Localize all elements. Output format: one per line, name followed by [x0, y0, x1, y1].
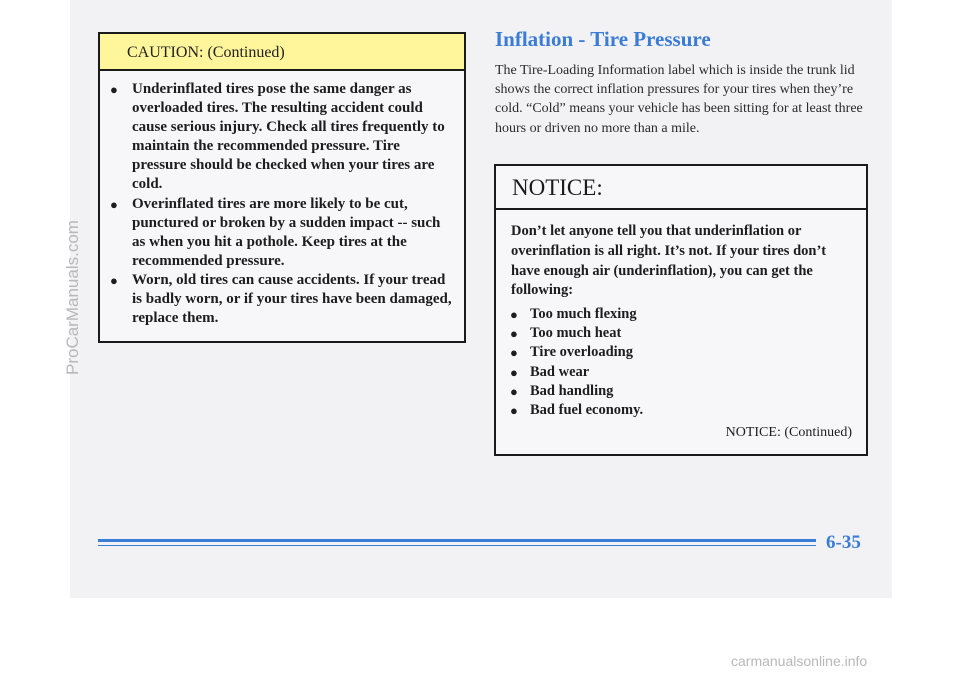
notice-item: [496, 343, 866, 362]
bullet-icon: ●: [510, 403, 518, 419]
notice-item-text: Bad handling: [530, 382, 614, 399]
notice-item-text: Tire overloading: [530, 344, 633, 361]
notice-item: [496, 401, 866, 420]
notice-intro: Don’t let anyone tell you that underinflation or overinflation is all right. It’s not. If your tires don’t have enough air (underinflation), you can get the following:: [511, 223, 827, 299]
notice-item: [496, 305, 866, 324]
bullet-icon: ●: [510, 345, 518, 361]
notice-item: [496, 363, 866, 382]
bullet-icon: ●: [510, 364, 518, 380]
bottom-watermark[interactable]: carmanualsonline.info: [731, 653, 868, 669]
caution-item-text: Worn, old tires can cause accidents. If your tread is badly worn, or if your tires have been damaged, replace them.: [132, 271, 452, 327]
notice-item-text: Too much heat: [530, 325, 622, 342]
notice-item: [496, 382, 866, 401]
bullet-icon: ●: [110, 272, 118, 288]
caution-item-text: Overinflated tires are more likely to be cut, punctured or broken by a sudden impact -- such as when you hit a pothole. Keep tires at the recommended pressure.: [132, 195, 441, 269]
bullet-icon: ●: [510, 326, 518, 342]
caution-item-text: Underinflated tires pose the same danger as overloaded tires. The resulting accident could cause serious injury. Check all tires frequently to maintain the recommended pressure. Tire pressure should be checked when your tires are cold.: [132, 81, 445, 193]
side-watermark: ProCarManuals.com: [63, 220, 82, 375]
section-intro: The Tire-Loading Information label which is inside the trunk lid shows the correct inflation pressures for your tires when they’re cold. “Cold” means your vehicle has been sitting for at least three hours or driven no more than a mile.: [495, 63, 863, 136]
caution-item: [100, 271, 464, 328]
page-number: 6-35: [826, 532, 861, 553]
caution-header: CAUTION: (Continued): [100, 34, 464, 71]
notice-item: [496, 324, 866, 343]
bullet-icon: ●: [510, 383, 518, 399]
bullet-icon: ●: [110, 82, 118, 97]
notice-item-text: Too much flexing: [530, 306, 637, 322]
footer-rule: [98, 539, 816, 542]
notice-list: [496, 305, 866, 420]
footer-rule-thin: [98, 545, 816, 546]
bullet-icon: ●: [510, 307, 518, 322]
caution-item: [100, 80, 464, 195]
notice-continued: NOTICE: (Continued): [725, 425, 852, 440]
notice-item-text: Bad fuel economy.: [530, 402, 644, 419]
caution-box: [98, 32, 466, 343]
caution-item: [100, 195, 464, 271]
notice-header: NOTICE:: [496, 166, 866, 210]
notice-box: [494, 164, 868, 456]
notice-item-text: Bad wear: [530, 363, 590, 380]
section-title: Inflation - Tire Pressure: [495, 27, 711, 51]
bullet-icon: ●: [110, 196, 118, 212]
caution-list: [100, 80, 464, 328]
